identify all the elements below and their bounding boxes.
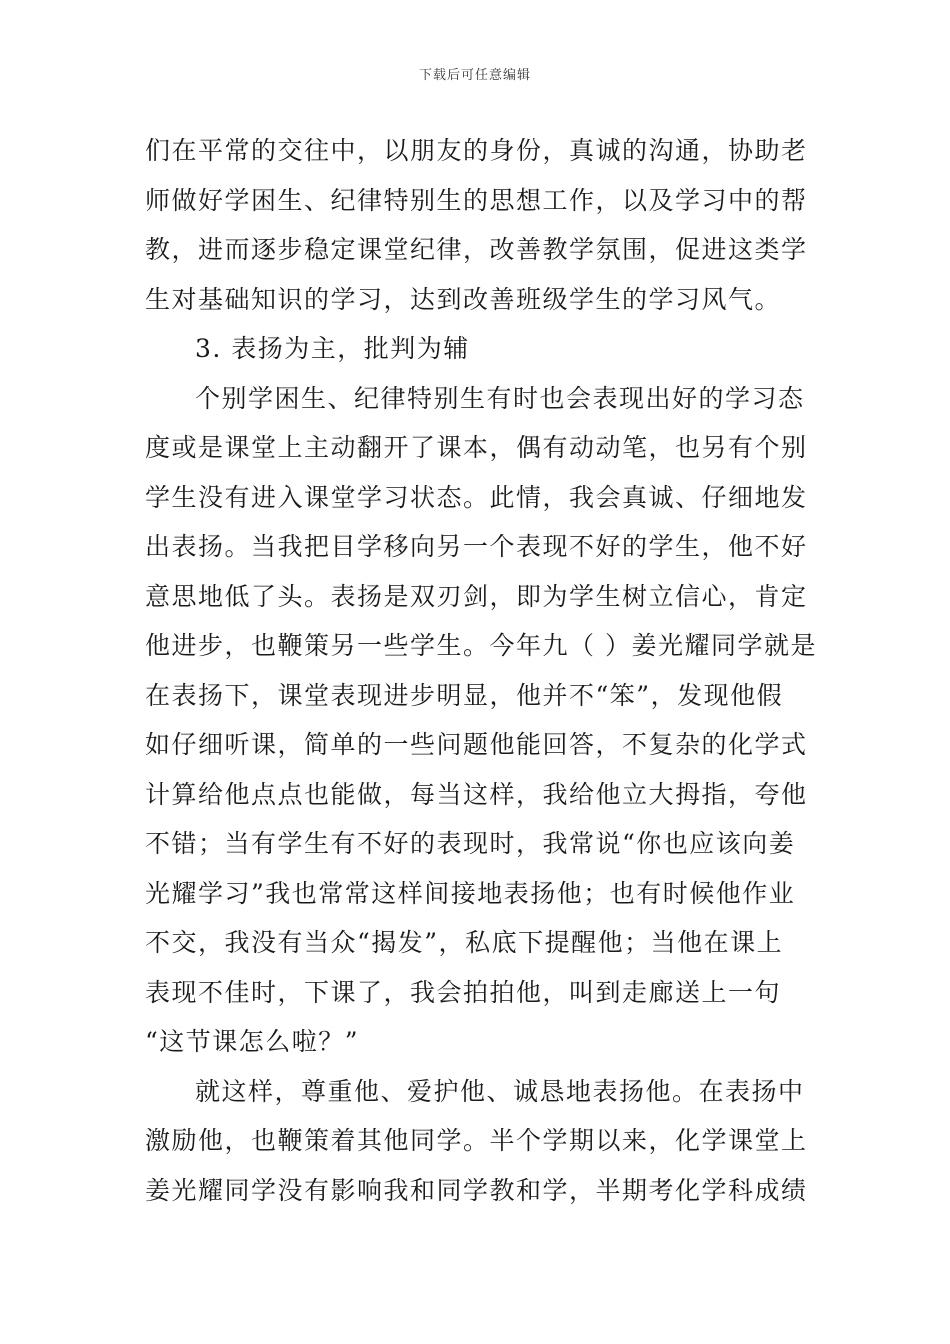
page-header: 下载后可任意编辑 <box>418 68 531 83</box>
text-line: 姜光耀同学没有影响我和同学教和学，半期考化学科成绩 <box>145 1175 808 1205</box>
text-line: 光耀学习”我也常常这样间接地表扬他；也有时候他作业 <box>145 878 796 908</box>
text-line: 度或是课堂上主动翻开了课本，偶有动动笔，也另有个别 <box>145 433 808 462</box>
text-line: 计算给他点点也能做，每当这样，我给他立大拇指，夸他 <box>145 779 808 809</box>
text-line: 他进步，也鞭策另一些学生。今年九（ ）姜光耀同学就是 <box>145 631 817 660</box>
text-line: 出表扬。当我把目学移向另一个表现不好的学生，他不好 <box>145 532 808 561</box>
section-heading: 3. 表扬为主，批判为辅 <box>195 334 470 363</box>
text-line: 激励他，也鞭策着其他同学。半个学期以来，化学课堂上 <box>145 1126 808 1155</box>
document-body <box>145 126 817 1215</box>
text-line: 在表扬下，课堂表现进步明显，他并不“笨”，发现他假 <box>145 680 784 710</box>
text-line: 意思地低了头。表扬是双刃剑，即为学生树立信心，肯定 <box>145 581 808 611</box>
text-line: 生对基础知识的学习，达到改善班级学生的学习风气。 <box>145 284 782 314</box>
text-line: 表现不佳时，下课了，我会拍拍他，叫到走廊送上一句 <box>145 977 782 1007</box>
text-line: 个别学困生、纪律特别生有时也会表现出好的学习态 <box>195 383 805 413</box>
text-line: 就这样，尊重他、爱护他、诚恳地表扬他。在表扬中 <box>195 1076 805 1106</box>
text-line: 不错；当有学生有不好的表现时，我常说“你也应该向姜 <box>145 829 796 858</box>
text-line: 如仔细听课，简单的一些问题他能回答，不复杂的化学式 <box>145 730 808 759</box>
text-line: 们在平常的交往中，以朋友的身份，真诚的沟通，协助老 <box>145 136 808 165</box>
text-line: “这节课怎么啦？” <box>145 1027 360 1056</box>
text-line: 师做好学困生、纪律特别生的思想工作，以及学习中的帮 <box>145 185 808 215</box>
text-line: 教，进而逐步稳定课堂纪律，改善教学氛围，促进这类学 <box>145 235 808 264</box>
text-line: 不交，我没有当众“揭发”，私底下提醒他；当他在课上 <box>145 928 784 957</box>
text-line: 学生没有进入课堂学习状态。此情，我会真诚、仔细地发 <box>145 482 808 512</box>
